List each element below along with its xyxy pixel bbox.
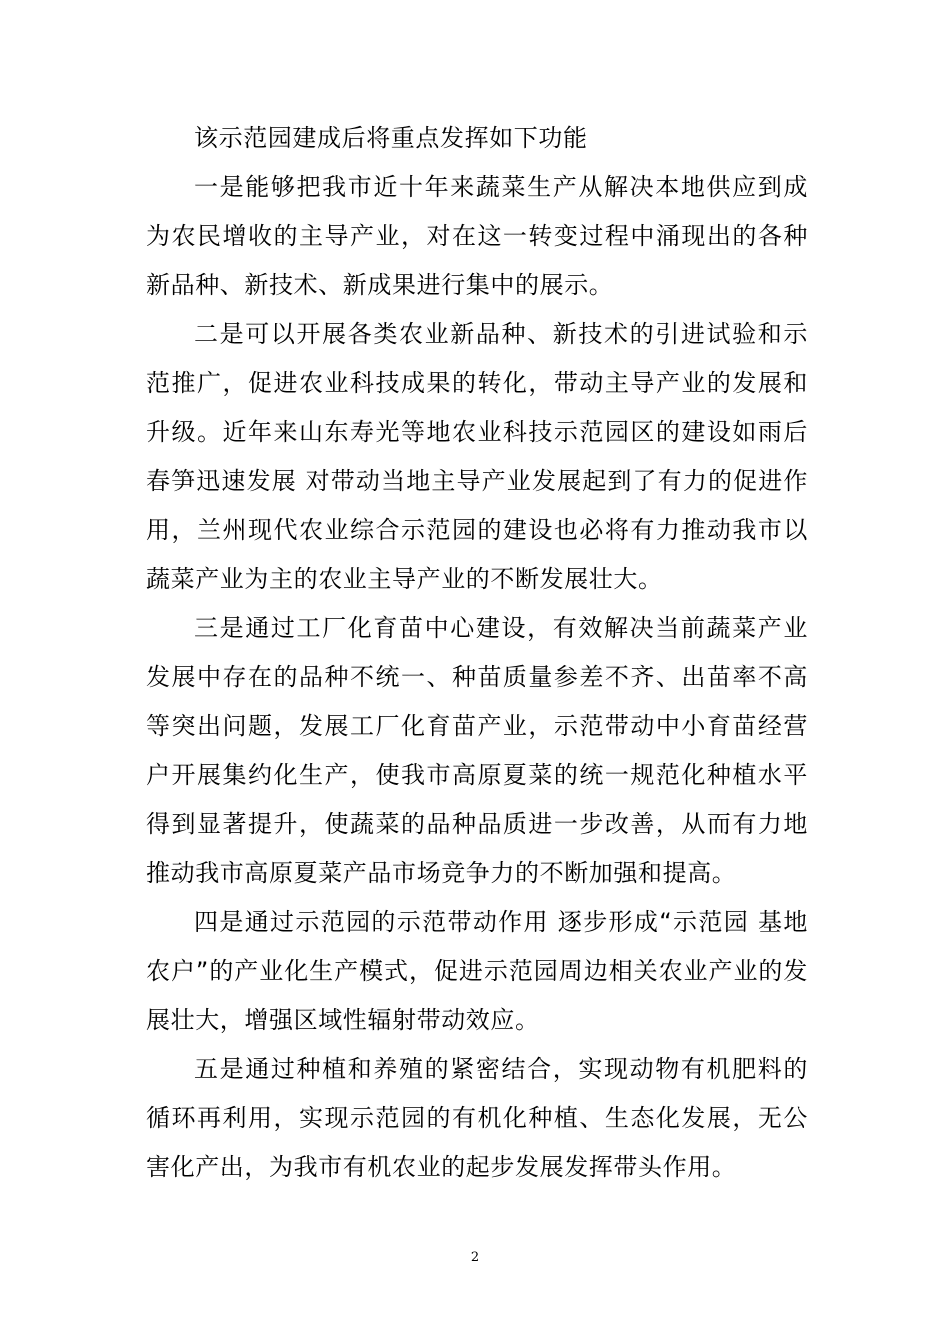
- paragraph-function-two: 二是可以开展各类农业新品种、新技术的引进试验和示范推广，促进农业科技成果的转化，带动主导产业的发展和升级。近年来山东寿光等地农业科技示范园区的建设如雨后春笋迅速发展 对带动当地主导产业发展起到了有力的促进作用，兰州现代农业综合示范园的建设也必将有力推动我市以蔬菜产业为主的农业主导产业的不断发展壮大。: [146, 320, 808, 593]
- paragraph-functions-intro: 该示范园建成后将重点发挥如下功能: [194, 124, 588, 152]
- paragraph-function-one: 一是能够把我市近十年来蔬菜生产从解决本地供应到成为农民增收的主导产业，对在这一转变过程中涌现出的各种新品种、新技术、新成果进行集中的展示。: [146, 173, 808, 299]
- paragraph-function-four: 四是通过示范园的示范带动作用 逐步形成“示范园 基地 农户”的产业化生产模式，促进示范园周边相关农业产业的发展壮大，增强区域性辐射带动效应。: [146, 908, 808, 1034]
- paragraph-function-three: 三是通过工厂化育苗中心建设，有效解决当前蔬菜产业发展中存在的品种不统一、种苗质量参差不齐、出苗率不高等突出问题，发展工厂化育苗产业，示范带动中小育苗经营户开展集约化生产，使我市高原夏菜的统一规范化种植水平得到显著提升，使蔬菜的品种品质进一步改善，从而有力地推动我市高原夏菜产品市场竞争力的不断加强和提高。: [146, 614, 808, 887]
- document-body: [146, 114, 808, 1192]
- paragraph-function-five: 五是通过种植和养殖的紧密结合，实现动物有机肥料的循环再利用，实现示范园的有机化种植、生态化发展，无公害化产出，为我市有机农业的起步发展发挥带头作用。: [146, 1055, 808, 1181]
- page-number: 2: [470, 1250, 480, 1265]
